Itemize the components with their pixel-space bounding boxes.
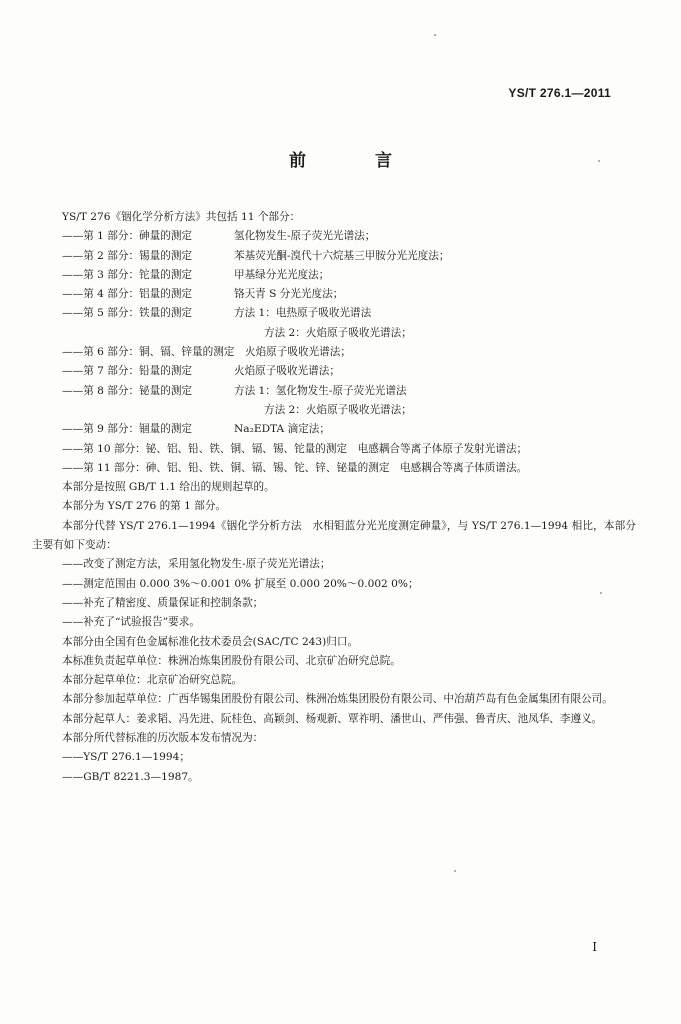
part-item (32, 440, 636, 459)
drafters-paragraph: 本部分起草人：姜求韬、冯先进、阮桂色、高颖剑、杨观新、覃祚明、潘世山、严伟强、鲁青庆、池凤华、李遵义。 (62, 712, 603, 725)
part-method: 电感耦合等离子体质谱法。 (400, 461, 528, 474)
part-method: 铬天青 S 分光光度法； (234, 288, 344, 301)
standard-code: YS/T 276.1—2011 (508, 86, 611, 100)
proposed-by-paragraph: 本部分由全国有色金属标准化技术委员会(SAC/TC 243)归口。 (62, 635, 359, 648)
part-name: ——第 3 部分：铊量的测定 (62, 268, 193, 281)
intro-line: YS/T 276《铟化学分析方法》共包括 11 个部分： (62, 211, 301, 223)
scan-speck (598, 160, 600, 162)
part-name: ——第 4 部分：铝量的测定 (62, 288, 193, 301)
drafting-rule-paragraph: 本部分是按照 GB/T 1.1 给出的规则起草的。 (62, 481, 275, 494)
part-item (32, 362, 636, 381)
change-item: ——补充了“试验报告”要求。 (62, 616, 200, 629)
part-method-secondary: 方法 2：火焰原子吸收光谱法； (264, 403, 412, 416)
history-intro-paragraph: 本部分所代替标准的历次版本发布情况为： (62, 732, 264, 745)
part-method: 电感耦合等离子体原子发射光谱法； (357, 442, 528, 455)
part-item (32, 420, 636, 439)
part-name: ——第 9 部分：锢量的测定 (62, 423, 193, 436)
part-method: 苯基荧光酮-溴代十六烷基三甲胺分光光度法； (234, 249, 450, 262)
scan-speck (454, 870, 456, 872)
part-name: ——第 10 部分：铋、铝、铅、铁、铜、镉、锡、铊量的测定 (62, 442, 348, 455)
page-number: I (592, 940, 597, 954)
foreword-body (32, 208, 636, 787)
page-title: 前 言 (289, 151, 418, 171)
scan-speck (600, 592, 602, 594)
part-item (32, 285, 636, 304)
part-item (32, 382, 636, 401)
change-item: ——补充了精密度、质量保证和控制条款； (62, 596, 264, 609)
verification-unit-paragraph: 本部分起草单位：北京矿冶研究总院。 (62, 674, 243, 687)
part-method: 方法 1：氢化物发生-原子荧光光谱法 (234, 384, 407, 397)
part-item (32, 247, 636, 266)
responsible-units-paragraph: 本标准负责起草单位：株洲冶炼集团股份有限公司、北京矿冶研究总院。 (62, 654, 401, 667)
part-name: ——第 1 部分：砷量的测定 (62, 230, 193, 243)
replaces-paragraph: 本部分代替 YS/T 276.1—1994《铟化学分析方法 水相钼蓝分光光度测定砷量》，与 YS/T 276.1—1994 相比，本部分主要有如下变动： (32, 519, 636, 552)
part-method-secondary: 方法 2：火焰原子吸收光谱法； (264, 326, 412, 339)
change-item: ——改变了测定方法，采用氢化物发生-原子荧光光谱法； (62, 558, 331, 571)
participating-units-paragraph: 本部分参加起草单位：广西华锡集团股份有限公司、株洲冶炼集团股份有限公司、中冶葫芦岛有色金属集团有限公司。 (62, 693, 613, 706)
part-of-paragraph: 本部分为 YS/T 276 的第 1 部分。 (62, 500, 227, 513)
change-item: ——测定范围由 0.000 3%～0.001 0% 扩展至 0.000 20%～0.002 0%； (62, 577, 419, 590)
part-method: 火焰原子吸收光谱法； (244, 346, 351, 359)
history-item: ——GB/T 8221.3—1987。 (62, 770, 199, 783)
part-item (32, 343, 636, 362)
part-name: ——第 6 部分：铜、镉、锌量的测定 (62, 346, 235, 359)
part-method: 方法 1：电热原子吸收光谱法 (234, 307, 372, 320)
part-method: 甲基绿分光光度法； (234, 268, 330, 281)
part-name: ——第 11 部分：砷、铝、铅、铁、铜、镉、锡、铊、锌、铋量的测定 (62, 461, 390, 474)
part-method: Na₂EDTA 滴定法； (234, 423, 330, 436)
part-item (32, 459, 636, 478)
part-item (32, 266, 636, 285)
part-name: ——第 7 部分：铅量的测定 (62, 365, 193, 378)
part-name: ——第 8 部分：铋量的测定 (62, 384, 193, 397)
part-method: 火焰原子吸收光谱法； (234, 365, 340, 378)
part-name: ——第 5 部分：铁量的测定 (62, 307, 193, 320)
scan-speck (434, 34, 436, 36)
part-item (32, 304, 636, 323)
part-item (32, 227, 636, 246)
history-item: ——YS/T 276.1—1994； (62, 751, 190, 764)
part-name: ——第 2 部分：锡量的测定 (62, 249, 193, 262)
part-method: 氢化物发生-原子荧光光谱法； (234, 230, 376, 243)
